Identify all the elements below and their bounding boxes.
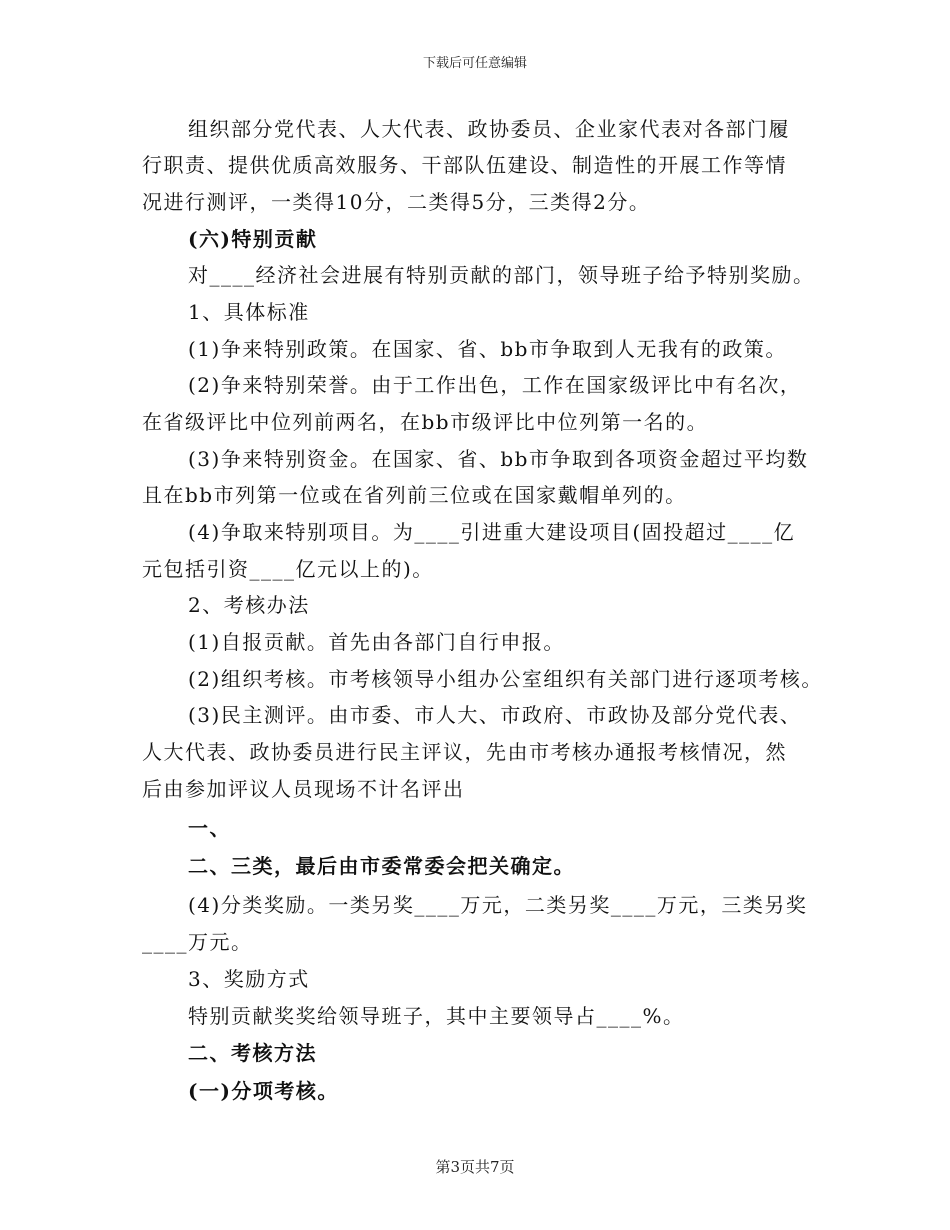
text-line: 在省级评比中位列前两名，在bb市级评比中位列第一名的。 — [142, 410, 709, 434]
text-line: 对____经济社会进展有特别贡献的部门，领导班子给予特别奖励。 — [188, 263, 815, 287]
text-line: 元包括引资____亿元以上的)。 — [142, 557, 434, 581]
page-header: 下载后可任意编辑 — [422, 56, 527, 71]
text-line: (1)自报贡献。首先由各部门自行申报。 — [188, 630, 565, 654]
text-line: (4)分类奖励。一类另奖____万元，二类另奖____万元，三类另奖 — [188, 893, 808, 917]
section-heading: 二、三类，最后由市委常委会把关确定。 — [188, 854, 575, 878]
subheading: 3、奖励方式 — [188, 967, 310, 991]
text-line: ____万元。 — [142, 930, 253, 954]
section-heading: (一)分项考核。 — [188, 1079, 339, 1103]
page-footer: 第3页共7页 — [435, 1158, 515, 1176]
text-line: (3)争来特别资金。在国家、省、bb市争取到各项资金超过平均数 — [188, 447, 809, 471]
text-line: 且在bb市列第一位或在省列前三位或在国家戴帽单列的。 — [142, 483, 687, 507]
subheading: 2、考核办法 — [188, 593, 310, 617]
text-line: 人大代表、政协委员进行民主评议，先由市考核办通报考核情况，然 — [142, 740, 787, 764]
text-line: (4)争取来特别项目。为____引进重大建设项目(固投超过____亿 — [188, 520, 796, 544]
text-line: (2)组织考核。市考核领导小组办公室组织有关部门进行逐项考核。 — [188, 667, 823, 691]
section-heading: 二、考核方法 — [188, 1041, 317, 1065]
text-line: 后由参加评议人员现场不计名评出 — [142, 777, 465, 801]
section-heading: 一、 — [188, 816, 231, 840]
text-line: (3)民主测评。由市委、市人大、市政府、市政协及部分党代表、 — [188, 703, 802, 727]
text-line: 况进行测评，一类得10分，二类得5分，三类得2分。 — [142, 190, 651, 214]
text-line: (1)争来特别政策。在国家、省、bb市争取到人无我有的政策。 — [188, 337, 787, 361]
text-line: 行职责、提供优质高效服务、干部队伍建设、制造性的开展工作等情 — [142, 153, 787, 177]
section-heading: (六)特别贡献 — [188, 227, 318, 251]
text-line: (2)争来特别荣誉。由于工作出色，工作在国家级评比中有名次， — [188, 373, 802, 397]
subheading: 1、具体标准 — [188, 300, 310, 324]
text-line: 特别贡献奖奖给领导班子，其中主要领导占____%。 — [188, 1004, 685, 1028]
text-line: 组织部分党代表、人大代表、政协委员、企业家代表对各部门履 — [188, 117, 790, 141]
